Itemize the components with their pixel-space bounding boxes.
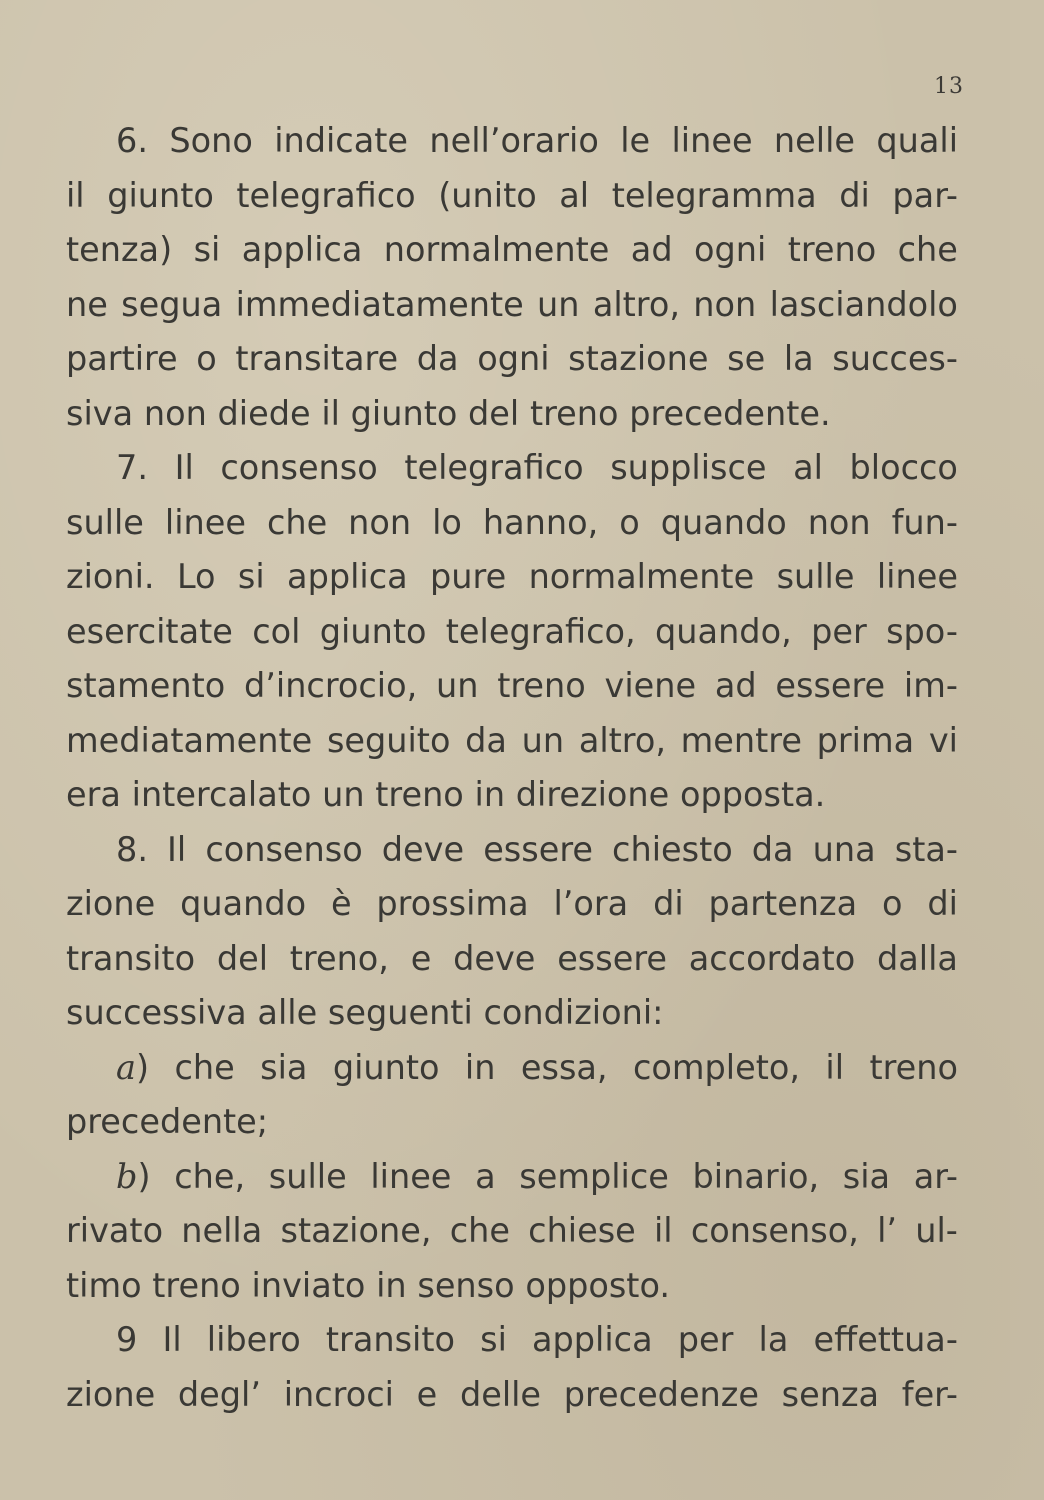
text-line: sulle linee che non lo hanno, o quando non fun- (66, 502, 958, 542)
text-line: successiva alle seguenti condizioni: (66, 993, 664, 1032)
text-line: b) che, sulle linee a semplice binario, sia ar- (116, 1156, 958, 1196)
text-line: rivato nella stazione, che chiese il consenso, l’ ul- (66, 1211, 958, 1250)
paragraph-9 (66, 1313, 958, 1422)
text-line: precedente; (66, 1102, 269, 1141)
text-line: zione degl’ incroci e delle precedenze senza fer- (66, 1374, 958, 1414)
paragraph-8 (66, 823, 958, 1041)
text-line: esercitate col giunto telegrafico, quando, per spo- (66, 611, 958, 651)
paragraph-8a (66, 1041, 958, 1150)
paragraph-7 (66, 441, 958, 823)
text-line: mediatamente seguito da un altro, mentre prima vi (66, 720, 958, 760)
text-line: stamento d’incrocio, un treno viene ad essere im- (66, 666, 958, 705)
text-line: 7. Il consenso telegrafico supplisce al blocco (116, 448, 958, 487)
text-line: era intercalato un treno in direzione opposta. (66, 775, 826, 814)
text-line: siva non diede il giunto del treno precedente. (66, 393, 831, 433)
text-line: il giunto telegrafico (unito al telegramma di par- (66, 175, 958, 215)
text-line: 6. Sono indicate nell’orario le linee nelle quali (116, 121, 958, 160)
page-number: 13 (934, 74, 964, 99)
text-line: partire o transitare da ogni stazione se la succes- (66, 339, 958, 378)
text-line: tenza) si applica normalmente ad ogni treno che (66, 230, 958, 269)
text-line: ne segua immediatamente un altro, non lasciandolo (66, 284, 958, 324)
text-line: zioni. Lo si applica pure normalmente sulle linee (66, 557, 958, 596)
text-line: transito del treno, e deve essere accordato dalla (66, 938, 958, 978)
text-line: timo treno inviato in senso opposto. (66, 1265, 670, 1305)
body-text (66, 114, 958, 1422)
paragraph-6 (66, 114, 958, 441)
text-line: 9 Il libero transito si applica per la effettua- (116, 1320, 958, 1359)
paragraph-8b (66, 1150, 958, 1314)
text-line: 8. Il consenso deve essere chiesto da una sta- (116, 829, 958, 869)
text-line: a) che sia giunto in essa, completo, il treno (116, 1047, 958, 1087)
text-line: zione quando è prossima l’ora di partenza o di (66, 884, 958, 923)
